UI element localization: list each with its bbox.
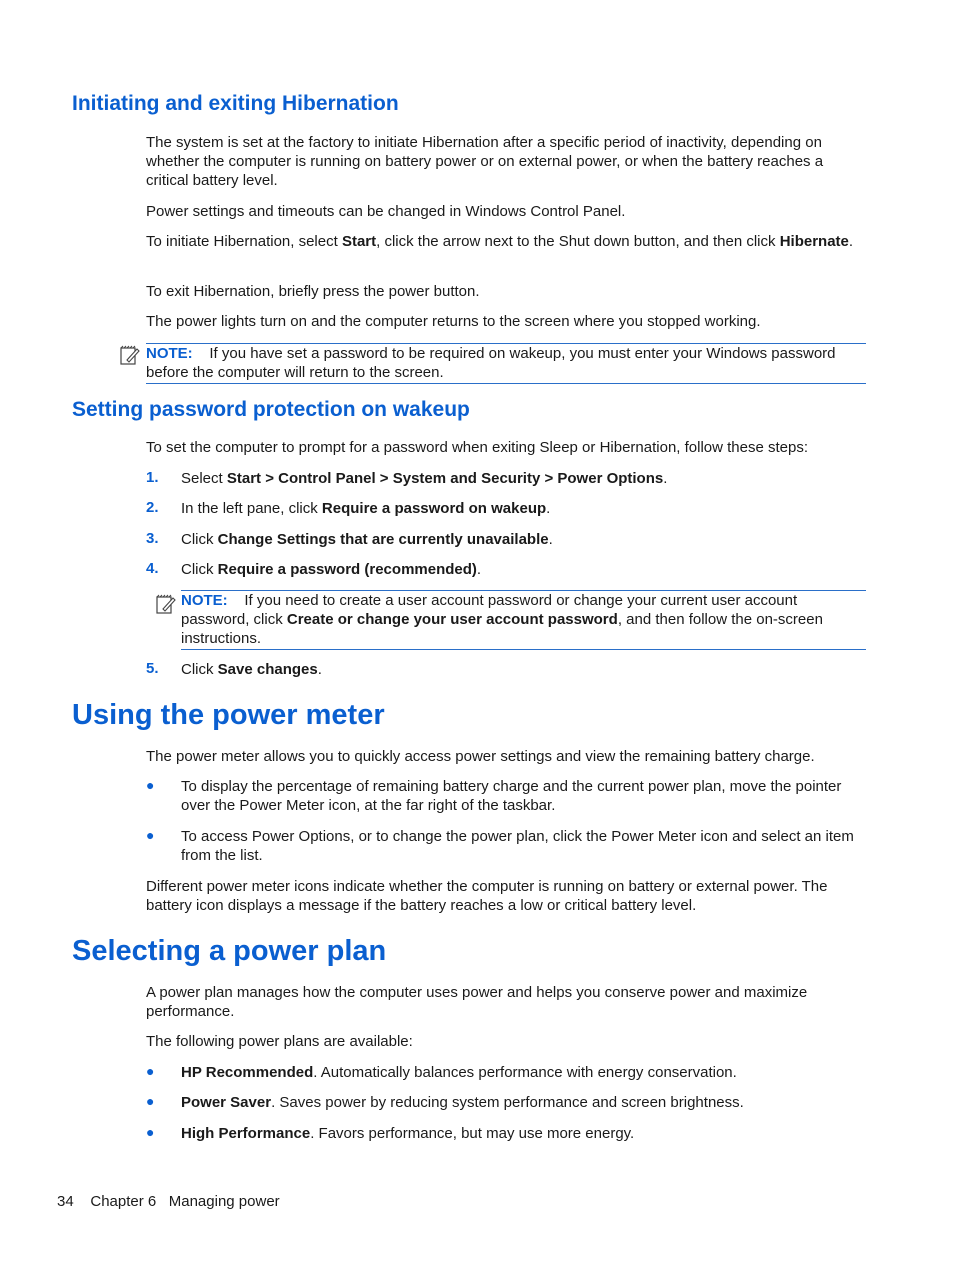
- chapter-heading-power-meter: Using the power meter: [72, 699, 385, 731]
- step-text: Click Require a password (recommended).: [181, 561, 482, 578]
- paragraph: The following power plans are available:: [146, 1033, 413, 1050]
- section-heading-hibernation: Initiating and exiting Hibernation: [72, 92, 399, 115]
- paragraph: Different power meter icons indicate whether the computer is running on battery or external power. The battery icon displays a message if the battery reaches a low or critical battery level.: [146, 878, 828, 914]
- step-number: 1.: [146, 469, 159, 486]
- step-text: Click Change Settings that are currently unavailable.: [181, 531, 553, 548]
- list-item: High Performance. Favors performance, but may use more energy.: [181, 1125, 635, 1142]
- note-text: If you have set a password to be required on wakeup, you must enter your Windows password before the computer will return to the screen.: [146, 345, 836, 381]
- note-label: NOTE:: [146, 345, 193, 362]
- bullet-icon: ●: [146, 1093, 155, 1109]
- list-item: To display the percentage of remaining battery charge and the current power plan, move the pointer over the Power Meter icon, at the far right of the taskbar.: [181, 778, 842, 814]
- page-footer: [57, 1193, 280, 1210]
- step-number: 3.: [146, 530, 159, 547]
- step-text: Select Start > Control Panel > System and Security > Power Options.: [181, 470, 668, 487]
- bullet-icon: ●: [146, 827, 155, 843]
- paragraph: The power meter allows you to quickly access power settings and view the remaining battery charge.: [146, 748, 815, 765]
- paragraph: To exit Hibernation, briefly press the power button.: [146, 283, 480, 300]
- paragraph: To initiate Hibernation, select Start, click the arrow next to the Shut down button, and then click Hibernate.: [146, 233, 854, 250]
- note-label: NOTE:: [181, 592, 228, 609]
- note-box: NOTE: If you need to create a user account password or change your current user account password, click Create or change your user account password, and then follow the on-screen instructions.: [181, 590, 866, 650]
- chapter-heading-power-plan: Selecting a power plan: [72, 935, 387, 967]
- paragraph: To set the computer to prompt for a password when exiting Sleep or Hibernation, follow these steps:: [146, 439, 809, 456]
- paragraph: Power settings and timeouts can be changed in Windows Control Panel.: [146, 203, 626, 220]
- list-item: To access Power Options, or to change the power plan, click the Power Meter icon and select an item from the list.: [181, 828, 854, 864]
- bullet-icon: ●: [146, 1124, 155, 1140]
- note-box: [146, 343, 866, 384]
- chapter-title: Managing power: [168, 1193, 280, 1210]
- section-heading-password: Setting password protection on wakeup: [72, 398, 470, 421]
- bullet-icon: ●: [146, 1063, 155, 1079]
- step-number: 4.: [146, 560, 159, 577]
- list-item: HP Recommended. Automatically balances performance with energy conservation.: [181, 1064, 737, 1081]
- paragraph: The power lights turn on and the computer returns to the screen where you stopped working.: [146, 313, 761, 330]
- note-pencil-icon: [155, 593, 177, 615]
- page-number: 34: [57, 1193, 74, 1210]
- note-pencil-icon: [119, 344, 141, 366]
- paragraph: The system is set at the factory to initiate Hibernation after a specific period of inactivity, depending on whether the computer is running on battery power or on external power, or when the battery reaches a critical battery level.: [146, 134, 824, 189]
- chapter-label: Chapter 6: [90, 1193, 157, 1210]
- paragraph: A power plan manages how the computer uses power and helps you conserve power and maximize performance.: [146, 984, 808, 1020]
- list-item: Power Saver. Saves power by reducing system performance and screen brightness.: [181, 1094, 744, 1111]
- step-text: Click Save changes.: [181, 661, 322, 678]
- bullet-icon: ●: [146, 777, 155, 793]
- step-number: 2.: [146, 499, 159, 516]
- step-number: 5.: [146, 660, 159, 677]
- step-text: In the left pane, click Require a password on wakeup.: [181, 500, 551, 517]
